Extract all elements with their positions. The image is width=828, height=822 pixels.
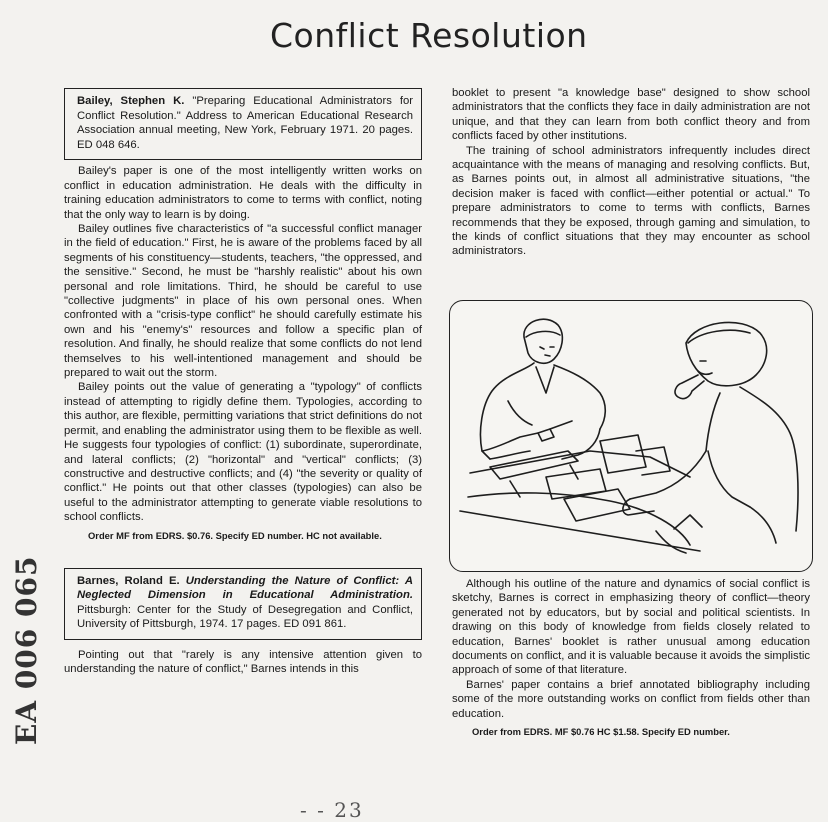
left-man-figure bbox=[480, 319, 605, 459]
author-bailey: Bailey, Stephen K. bbox=[77, 95, 185, 107]
page-folio: - - 23 bbox=[300, 798, 364, 822]
paragraph: Although his outline of the nature and dynamics of social conflict is sketchy, Barnes is correct in emphasizing theory of conflict—theory generated not by educators, but by social and political scientists. In drawing on this body of knowledge from fields closely related to education, Barnes' booklet is rather unusual among education documents on conflict, and it is valuable because it avoids the simplistic approach of some of that literature. bbox=[452, 578, 810, 677]
illustration-two-men bbox=[449, 300, 813, 572]
paragraph: Barnes' paper contains a brief annotated bibliography including some of the more outstanding works on conflict from fields other than education. bbox=[452, 678, 810, 720]
paragraph: Bailey points out the value of generating a "typology" of conflicts instead of attempting to rigidly define them. Typologies, according to this author, are flexible, permitting variations that strict definitions do not permit, and enabling the administrator using them to be flexible as well. He suggests four typologies of conflict: (1) subordinate, superordinate, and lateral conflicts; (2) "horizontal" and "vertical" conflicts; (3) constructive and destructive conflicts; and (4) "the severity or quality of conflict." He points out that other classes (typologies) can also be useful to the administrator attempting to generate viable resolutions to school conflicts. bbox=[64, 381, 422, 524]
citation-box-bailey bbox=[64, 88, 422, 160]
right-column bbox=[452, 86, 810, 259]
citation-box-barnes bbox=[64, 568, 422, 640]
page-title: Conflict Resolution bbox=[270, 16, 588, 55]
citation-text-barnes: Pittsburgh: Center for the Study of Desegregation and Conflict, University of Pittsburgh, 1974. 17 pages. ED 091 861. bbox=[77, 603, 413, 631]
right-man-figure bbox=[623, 322, 798, 553]
paragraph: Bailey outlines five characteristics of "a successful conflict manager in the field of education." First, he is aware of the problems faced by all segments of his constituency—students, teachers, "the oppressed, and the sensitive." Second, he must be "harshly realistic" about his own personal and role limitations. Third, he should be careful to use "collective judgments" in place of his own personal ones. When confronted with a "crisis-type conflict" he should carefully estimate his own and his "enemy's" resources and follow a specific plan of resolution. And finally, he should realize that some conflicts do not lend themselves to his well-intentioned management and should be prepared to wait out the storm. bbox=[64, 223, 422, 380]
order-info-bailey: Order MF from EDRS. $0.76. Specify ED number. HC not available. bbox=[88, 529, 382, 541]
citation-barnes bbox=[77, 574, 413, 632]
accession-number: EA 006 065 bbox=[10, 555, 43, 745]
paragraph: Bailey's paper is one of the most intelligently written works on conflict in education administration. He deals with the difficulty in training education administrators to come to terms with conflict, noting that the only way to learn is by doing. bbox=[64, 165, 422, 221]
left-column bbox=[64, 88, 422, 677]
paragraph: Pointing out that "rarely is any intensive attention given to understanding the nature of conflict," Barnes intends in this bbox=[64, 648, 422, 676]
author-barnes: Barnes, Roland E. bbox=[77, 574, 180, 587]
accession-number-mark bbox=[8, 555, 43, 745]
table-papers bbox=[460, 435, 700, 551]
paragraph: booklet to present "a knowledge base" designed to show school administrators that the conflicts they face in daily administration are not unique, and that they can learn from both conflict theory and from conflicts faced by other institutions. bbox=[452, 87, 810, 143]
order-info-barnes: Order from EDRS. MF $0.76 HC $1.58. Specify ED number. bbox=[472, 726, 730, 738]
citation-text-bailey: "Preparing Educational Administrators for Conflict Resolution." Address to American Educational Research Association annual meeting, New York, February 1971. 20 pages. ED 048 646. bbox=[77, 95, 413, 151]
citation-bailey bbox=[77, 94, 413, 152]
paragraph: The training of school administrators infrequently includes direct acquaintance with the means of managing and resolving conflicts. But, as Barnes points out, in almost all administrative situations, "the decision maker is faced with conflict—either potential or actual." To prepare administrators to come to terms with conflicts, Barnes recommends that they be exposed, through gaming and simulation, to the kinds of conflict situations that they may encounter as school administrators. bbox=[452, 144, 810, 258]
title-barnes: Understanding the Nature of Conflict: A Neglected Dimension in Educational Administration. bbox=[77, 574, 413, 602]
right-column-lower bbox=[452, 577, 810, 738]
